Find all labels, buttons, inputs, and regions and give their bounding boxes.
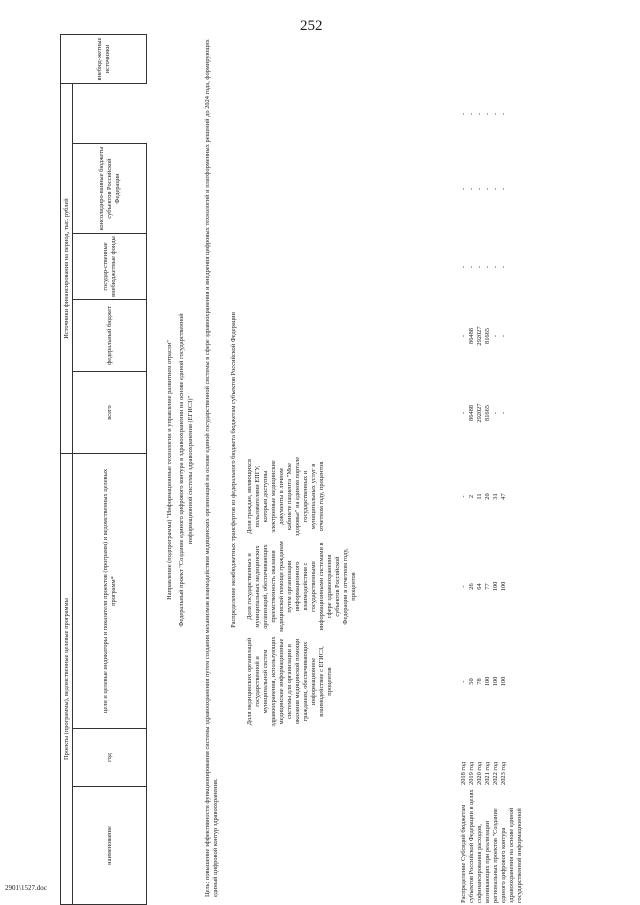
cell-i2: 100 <box>492 581 499 592</box>
cell-federal: 292027 <box>476 326 483 346</box>
cell-i1: 100 <box>484 676 491 687</box>
cell-i1: 100 <box>492 676 499 687</box>
row-name: Распределение Субсидий бюджетам субъектов Российской Федерации в целях софинансирования расходов, возникающих при реализации региональных проектов "Создание единого цифрового контура здравоохранения на основе единой государственной информационной <box>460 789 523 903</box>
cell-year: 2021 год <box>484 761 491 785</box>
cell-year: 2022 год <box>492 761 499 785</box>
cell-regional: - <box>476 187 483 191</box>
table-row <box>468 35 476 905</box>
data-table <box>460 35 508 905</box>
indicator-3: Доля граждан, являющихся пользователями ЕПГУ, которым доступны электронные медицинские документы в личном кабинете пациента "Мое здоровье" на едином портале государственных и муниципальных услуг в отчетном году, процентов <box>246 456 325 537</box>
federal-project-line-1: Федеральный проект "Создание единого цифрового контура в здравоохранении на основе единой государственной <box>178 313 185 627</box>
indicator-1: Доля медицинских организаций государственной и муниципальной систем здравоохранения, использующих медицинские информационные системы для организации и оказания медицинской помощи гражданам, обеспечивающих информационное взаимодействие с ЕГИСЗ, процентов <box>246 636 333 727</box>
cell-federal: 86488 <box>468 328 475 344</box>
indicator-block <box>246 35 358 905</box>
cell-other: - <box>492 112 499 116</box>
table-row <box>500 35 508 905</box>
cell-other: - <box>460 112 467 116</box>
col-year-header: год <box>73 729 147 787</box>
cell-regional: - <box>484 187 491 191</box>
cell-total: 292027 <box>476 403 483 423</box>
cell-i3: 20 <box>484 493 491 500</box>
cell-regional: - <box>492 187 499 191</box>
cell-i2: 100 <box>500 581 507 592</box>
cell-total: - <box>460 411 467 415</box>
cell-i3: - <box>460 495 467 498</box>
cell-i3: 31 <box>492 493 499 500</box>
projects-group-header: Проекты (программы), ведомственные целевые программы <box>61 454 73 905</box>
cell-year: 2023 год <box>500 761 507 785</box>
cell-i2: 26 <box>468 583 475 590</box>
cell-i1: - <box>460 680 467 683</box>
sources-group-header: Источники финансирования на период, тыс. рублей <box>61 84 73 454</box>
cell-i1: 78 <box>476 678 483 685</box>
cell-total: 81665 <box>484 405 491 421</box>
cell-funds: - <box>460 265 467 269</box>
federal-project-line-2: информационной системы здравоохранения (ЕГИСЗ)" <box>187 395 194 545</box>
cell-other: - <box>500 112 507 116</box>
rotated-document <box>60 35 620 905</box>
cell-funds: - <box>500 265 507 269</box>
cell-i3: 47 <box>500 493 507 500</box>
cell-i1: 50 <box>468 678 475 685</box>
footer-filename: 2901\1527.doc <box>5 884 47 892</box>
cell-other: - <box>476 112 483 116</box>
cell-funds: - <box>492 265 499 269</box>
indicator-2: Доля государственных и муниципальных медицинских организаций, обеспечивающих преемственность оказания медицинской помощи гражданам путем организации информационного взаимодействия с государственными информационными системами в сфере здравоохранения субъектов Российской Федерации в отчетном году, процентов <box>246 541 357 632</box>
cell-year: 2020 год <box>476 761 483 785</box>
cell-year: 2018 год <box>460 761 467 785</box>
cell-federal: - <box>460 334 467 338</box>
table-row <box>492 35 500 905</box>
cell-total: - <box>500 411 507 415</box>
cell-i2: - <box>460 585 467 588</box>
cell-i2: 77 <box>484 583 491 590</box>
direction-title: Направление (подпрограмма) "Информационные технологии и управление развитием отрасли" <box>166 340 173 600</box>
cell-federal: - <box>492 334 499 338</box>
cell-federal: - <box>500 334 507 338</box>
cell-funds: - <box>484 265 491 269</box>
cell-i2: 64 <box>476 583 483 590</box>
col-total-header: всего <box>73 372 147 454</box>
col-other-header: внебюд-жетные источники <box>61 35 147 84</box>
cell-i1: 100 <box>500 676 507 687</box>
col-funds-header: государ-ственные внебюджетные фонды <box>73 234 147 300</box>
cell-regional: - <box>468 187 475 191</box>
cell-total: 86488 <box>468 405 475 421</box>
cell-other: - <box>468 112 475 116</box>
table-header <box>60 34 147 905</box>
cell-federal: 81665 <box>484 328 491 344</box>
page-number: 252 <box>300 18 323 34</box>
cell-funds: - <box>476 265 483 269</box>
goal-text: Цель: повышение эффективности функционирования системы здравоохранения путем создания механизмов взаимодействия медицинских организаций на основе единой государственной системы в сфере здравоохранения и внедрения цифровых технологий и платформенных решений до 2024 года, формирующих единый цифровой контур здравоохранения. <box>204 39 219 897</box>
col-regional-header: консолидиро-ванные бюджеты субъектов Российской Федерации <box>73 144 147 234</box>
cell-regional: - <box>460 187 467 191</box>
cell-i3: 2 <box>468 494 475 499</box>
col-federal-header: федеральный бюджет <box>73 300 147 372</box>
cell-i3: 11 <box>476 493 483 500</box>
cell-total: - <box>492 411 499 415</box>
col-name-header: наименование <box>73 787 147 905</box>
table-row <box>460 35 468 905</box>
cell-regional: - <box>500 187 507 191</box>
cell-year: 2019 год <box>468 761 475 785</box>
table-row <box>476 35 484 905</box>
distribution-title: Распределение межбюджетных трансфертов из федерального бюджета бюджетам субъектов Российской Федерации <box>230 312 237 628</box>
cell-funds: - <box>468 265 475 269</box>
col-goals-header: цели и целевые индикаторы и показатели проектов (программ) и ведомственных целевых программ* <box>73 454 147 729</box>
table-row <box>484 35 492 905</box>
cell-other: - <box>484 112 491 116</box>
